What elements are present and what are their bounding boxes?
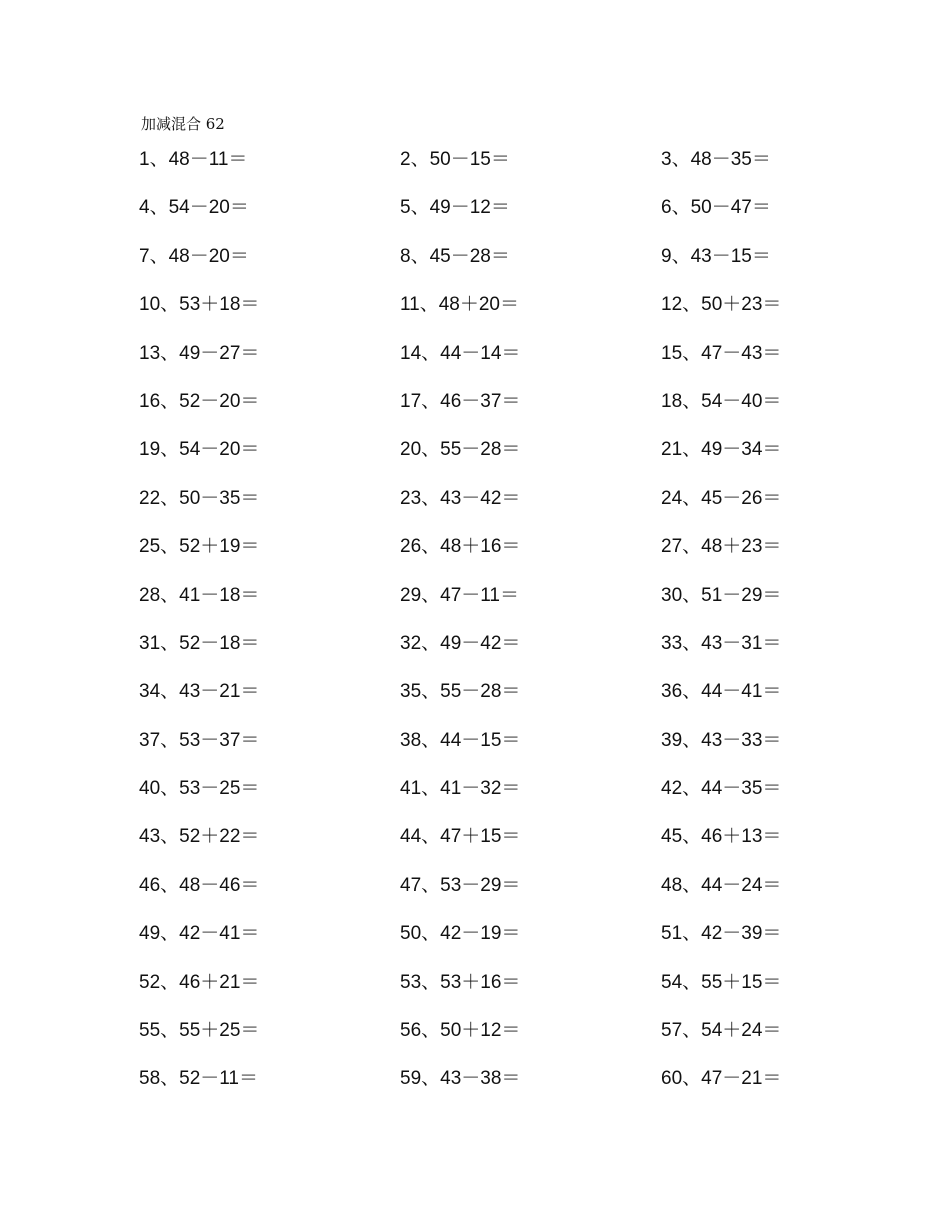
math-problem: 24、45－26＝	[661, 487, 782, 509]
math-problem: 12、50＋23＝	[661, 294, 782, 316]
math-problem: 53、53＋16＝	[400, 971, 521, 993]
math-problem: 32、49－42＝	[400, 632, 521, 654]
math-problem: 45、46＋13＝	[661, 826, 782, 848]
math-problem: 44、47＋15＝	[400, 826, 521, 848]
math-problem: 39、43－33＝	[661, 729, 782, 751]
math-problem: 51、42－39＝	[661, 923, 782, 945]
math-problem: 60、47－21＝	[661, 1068, 782, 1090]
math-problem: 5、49－12＝	[400, 197, 510, 219]
math-problem: 25、52＋19＝	[139, 536, 260, 558]
math-problem: 33、43－31＝	[661, 632, 782, 654]
math-problem: 38、44－15＝	[400, 729, 521, 751]
math-problem: 59、43－38＝	[400, 1068, 521, 1090]
math-problem: 13、49－27＝	[139, 342, 260, 364]
math-problem: 58、52－11＝	[139, 1068, 258, 1090]
math-problem: 18、54－40＝	[661, 390, 782, 412]
math-problem: 19、54－20＝	[139, 439, 260, 461]
problem-grid	[139, 145, 839, 1113]
math-problem: 4、54－20＝	[139, 197, 249, 219]
math-problem: 48、44－24＝	[661, 874, 782, 896]
math-problem: 50、42－19＝	[400, 923, 521, 945]
page-title: 加减混合 62	[141, 115, 225, 133]
math-problem: 29、47－11＝	[400, 584, 519, 606]
math-problem: 9、43－15＝	[661, 245, 771, 267]
math-problem: 54、55＋15＝	[661, 971, 782, 993]
math-problem: 10、53＋18＝	[139, 294, 260, 316]
math-problem: 47、53－29＝	[400, 874, 521, 896]
math-problem: 56、50＋12＝	[400, 1020, 521, 1042]
math-problem: 27、48＋23＝	[661, 536, 782, 558]
math-problem: 21、49－34＝	[661, 439, 782, 461]
math-problem: 1、48－11＝	[139, 149, 248, 170]
math-problem: 23、43－42＝	[400, 487, 521, 509]
math-problem: 40、53－25＝	[139, 778, 260, 800]
math-problem: 42、44－35＝	[661, 778, 782, 800]
math-problem: 28、41－18＝	[139, 584, 260, 606]
math-problem: 7、48－20＝	[139, 245, 249, 267]
math-problem: 35、55－28＝	[400, 681, 521, 703]
math-problem: 34、43－21＝	[139, 681, 260, 703]
math-problem: 31、52－18＝	[139, 632, 260, 654]
math-problem: 46、48－46＝	[139, 874, 260, 896]
math-problem: 43、52＋22＝	[139, 826, 260, 848]
math-problem: 6、50－47＝	[661, 197, 771, 219]
math-problem: 3、48－35＝	[661, 149, 771, 170]
math-problem: 8、45－28＝	[400, 245, 510, 267]
math-problem: 20、55－28＝	[400, 439, 521, 461]
math-problem: 55、55＋25＝	[139, 1020, 260, 1042]
math-problem: 16、52－20＝	[139, 390, 260, 412]
math-problem: 11、48＋20＝	[400, 294, 519, 316]
math-problem: 49、42－41＝	[139, 923, 260, 945]
math-problem: 30、51－29＝	[661, 584, 782, 606]
math-problem: 22、50－35＝	[139, 487, 260, 509]
math-problem: 17、46－37＝	[400, 390, 521, 412]
math-problem: 52、46＋21＝	[139, 971, 260, 993]
math-problem: 57、54＋24＝	[661, 1020, 782, 1042]
math-problem: 15、47－43＝	[661, 342, 782, 364]
math-problem: 2、50－15＝	[400, 149, 510, 170]
math-problem: 14、44－14＝	[400, 342, 521, 364]
math-problem: 26、48＋16＝	[400, 536, 521, 558]
math-problem: 41、41－32＝	[400, 778, 521, 800]
math-problem: 37、53－37＝	[139, 729, 260, 751]
math-problem: 36、44－41＝	[661, 681, 782, 703]
